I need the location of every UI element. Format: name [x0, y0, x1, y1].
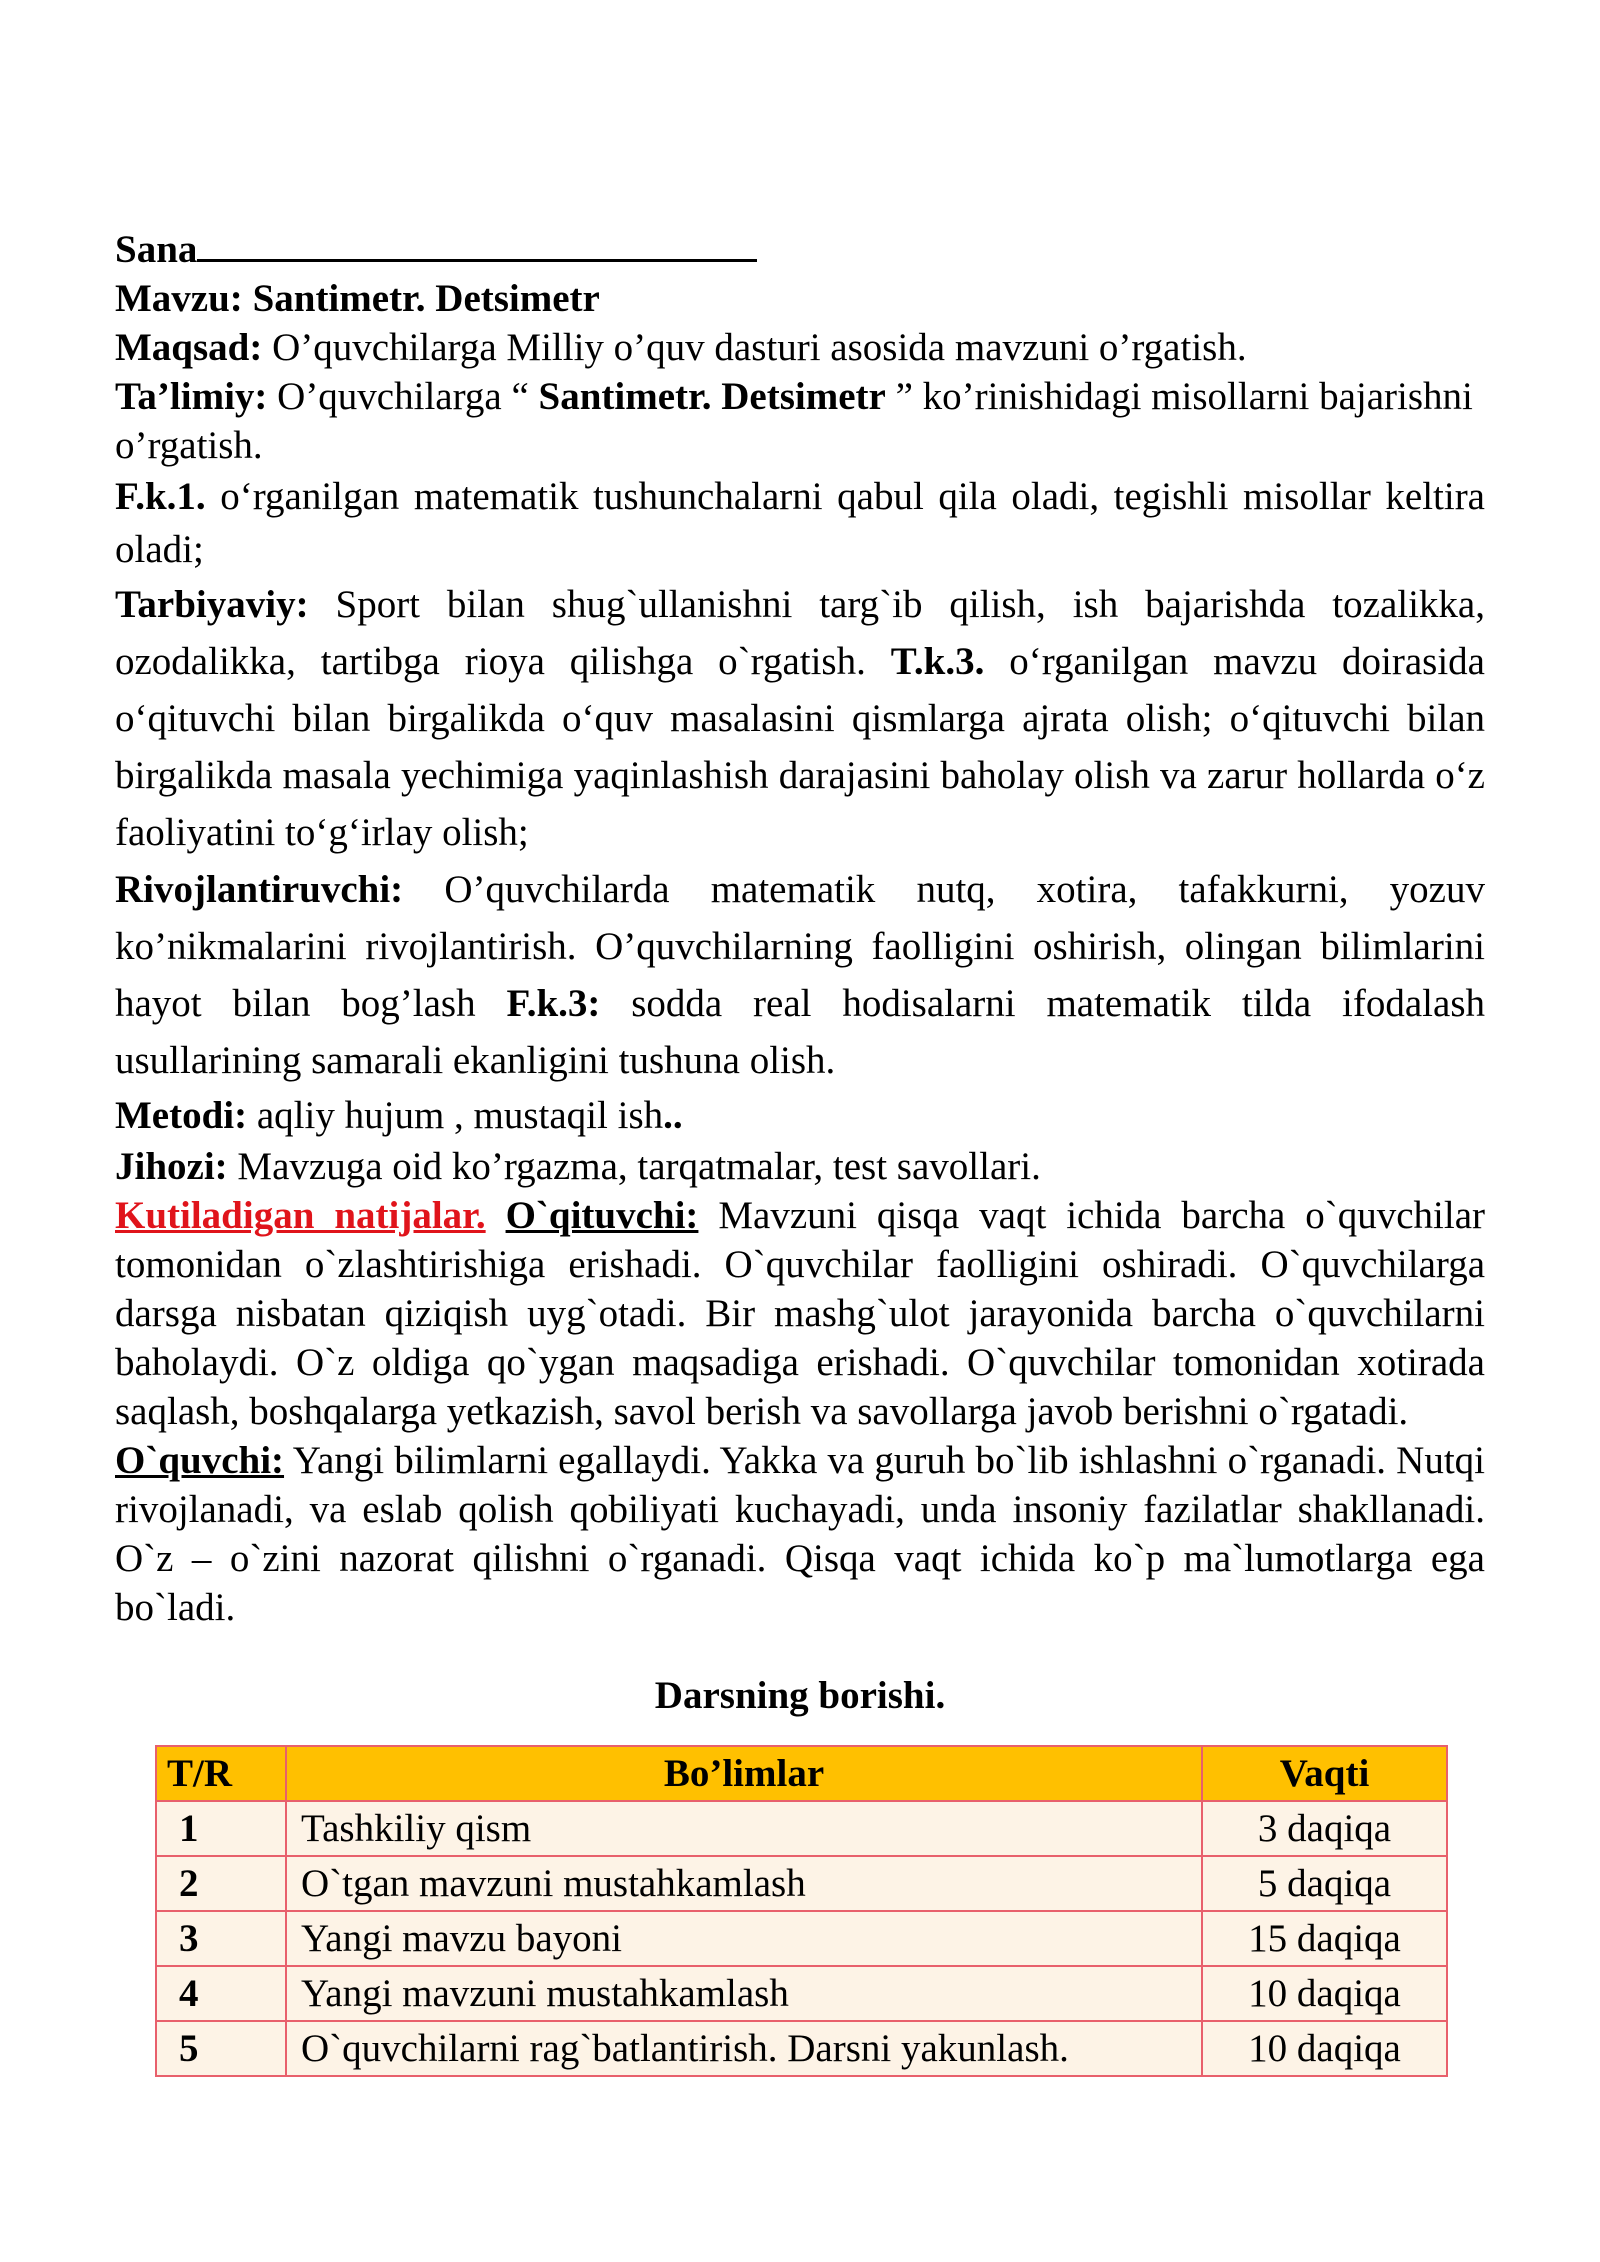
header-time: Vaqti [1202, 1746, 1447, 1801]
expected-results-student [115, 1436, 1485, 1632]
fk1-label: F.k.1. [115, 475, 206, 518]
teacher-text: Mavzuni qisqa vaqt ichida barcha o`quvchilar tomonidan o`zlashtirishiga erishadi. O`quvchilar faolligini oshiradi. O`quvchilarga darsga nisbatan qiziqish uyg`otadi. Bir mashg`ulot jarayonida barcha o`quvchilarni baholaydi. O`z oldiga qo`ygan maqsadiga erishadi. O`quvchilar tomonidan xotirada saqlash, boshqalarga yetkazish, savol berish va savollarga javob berishni o`rgatadi. [115, 1194, 1486, 1433]
upbringing-text: Sport bilan shug`ullanishni targ`ib qilish, ish bajarishda tozalikka, ozodalikka, tartibga rioya qilishga o`rgatish. [115, 583, 1485, 683]
lesson-flow-table [155, 1745, 1448, 2077]
row-number: 1 [156, 1801, 286, 1856]
lesson-plan-document [115, 225, 1485, 1759]
equipment-line [115, 1142, 1485, 1191]
educational-text-start: O’quvchilarga “ [267, 375, 539, 418]
row-number: 2 [156, 1856, 286, 1911]
tk3-label: T.k.3. [890, 640, 985, 683]
topic-value: Santimetr. Detsimetr [252, 277, 600, 320]
fk1-text: o‘rganilgan matematik tushunchalarni qabul qila oladi, tegishli misollar keltira oladi; [115, 475, 1485, 571]
developmental-aim [115, 861, 1485, 1089]
upbringing-aim [115, 576, 1485, 861]
developmental-label: Rivojlantiruvchi: [115, 868, 404, 911]
tk3-text: o‘rganilgan mavzu doirasida o‘qituvchi bilan birgalikda o‘quv masalasini qismlarga ajrata olish; o‘qituvchi bilan birgalikda masala yechimiga yaqinlashish darajasini baholay olish va zarur hollarda o‘z faoliyatini to‘g‘irlay olish; [115, 640, 1485, 854]
table-row [156, 1911, 1447, 1966]
date-label: Sana [115, 228, 198, 271]
teacher-label: O`qituvchi: [505, 1194, 699, 1237]
topic-label: Mavzu: [115, 277, 243, 320]
row-number: 5 [156, 2021, 286, 2076]
expected-results-teacher [115, 1191, 1485, 1436]
table-row [156, 1856, 1447, 1911]
methods-line [115, 1089, 1485, 1142]
student-text: Yangi bilimlarni egallaydi. Yakka va guruh bo`lib ishlashni o`rganadi. Nutqi rivojlanadi, va eslab qolish qobiliyati kuchayadi, unda insoniy fazilatlar shakllanadi. O`z – o`zini nazorat qilishni o`rganadi. Qisqa vaqt ichida ko`p ma`lumotlarga ega bo`ladi. [115, 1439, 1485, 1629]
goal-line [115, 323, 1485, 372]
row-section: Yangi mavzu bayoni [286, 1911, 1202, 1966]
educational-text-end: ” ko’rinishidagi misollarni bajarishni o’rgatish. [115, 375, 1473, 467]
row-section: O`tgan mavzuni mustahkamlash [286, 1856, 1202, 1911]
developmental-text: O’quvchilarda matematik nutq, xotira, tafakkurni, yozuv ko’nikmalarini rivojlantirish. O’quvchilarning faolligini oshirish, olingan bilimlarini hayot bilan bog’lash [115, 868, 1485, 1025]
table-title: Darsning borishi. [654, 1674, 946, 1717]
goal-text: O’quvchilarga Milliy o’quv dasturi asosida mavzuni o’rgatish. [262, 326, 1247, 369]
methods-label: Metodi: [115, 1094, 248, 1137]
expected-results-label: Kutiladigan natijalar. [115, 1194, 486, 1237]
row-time: 15 daqiqa [1202, 1911, 1447, 1966]
row-time: 5 daqiqa [1202, 1856, 1447, 1911]
row-section: Tashkiliy qism [286, 1801, 1202, 1856]
table-row [156, 2021, 1447, 2076]
header-number: T/R [156, 1746, 286, 1801]
educational-label: Ta’limiy: [115, 375, 268, 418]
row-section: O`quvchilarni rag`batlantirish. Darsni yakunlash. [286, 2021, 1202, 2076]
table-row [156, 1966, 1447, 2021]
equipment-label: Jihozi: [115, 1145, 228, 1188]
fk3-text: sodda real hodisalarni matematik tilda ifodalash usullarining samarali ekanligini tushuna olish. [115, 982, 1485, 1082]
row-time: 10 daqiqa [1202, 2021, 1447, 2076]
topic-line [115, 274, 1485, 323]
goal-label: Maqsad: [115, 326, 263, 369]
row-time: 10 daqiqa [1202, 1966, 1447, 2021]
table-row [156, 1801, 1447, 1856]
row-time: 3 daqiqa [1202, 1801, 1447, 1856]
equipment-text: Mavzuga oid ko’rgazma, tarqatmalar, test savollari. [227, 1145, 1041, 1188]
educational-aim [115, 372, 1485, 470]
methods-text: aqliy hujum , mustaqil ish [247, 1094, 664, 1137]
competence-fk1 [115, 470, 1485, 576]
student-label: O`quvchi: [115, 1439, 285, 1482]
header-sections: Bo’limlar [286, 1746, 1202, 1801]
educational-topic: Santimetr. Detsimetr [538, 375, 886, 418]
methods-end: .. [663, 1094, 683, 1137]
fk3-label: F.k.3: [506, 982, 601, 1025]
date-line [115, 225, 1485, 274]
row-number: 3 [156, 1911, 286, 1966]
upbringing-label: Tarbiyaviy: [115, 583, 309, 626]
row-number: 4 [156, 1966, 286, 2021]
row-section: Yangi mavzuni mustahkamlash [286, 1966, 1202, 2021]
table-header-row [156, 1746, 1447, 1801]
date-blank[interactable] [197, 231, 757, 262]
